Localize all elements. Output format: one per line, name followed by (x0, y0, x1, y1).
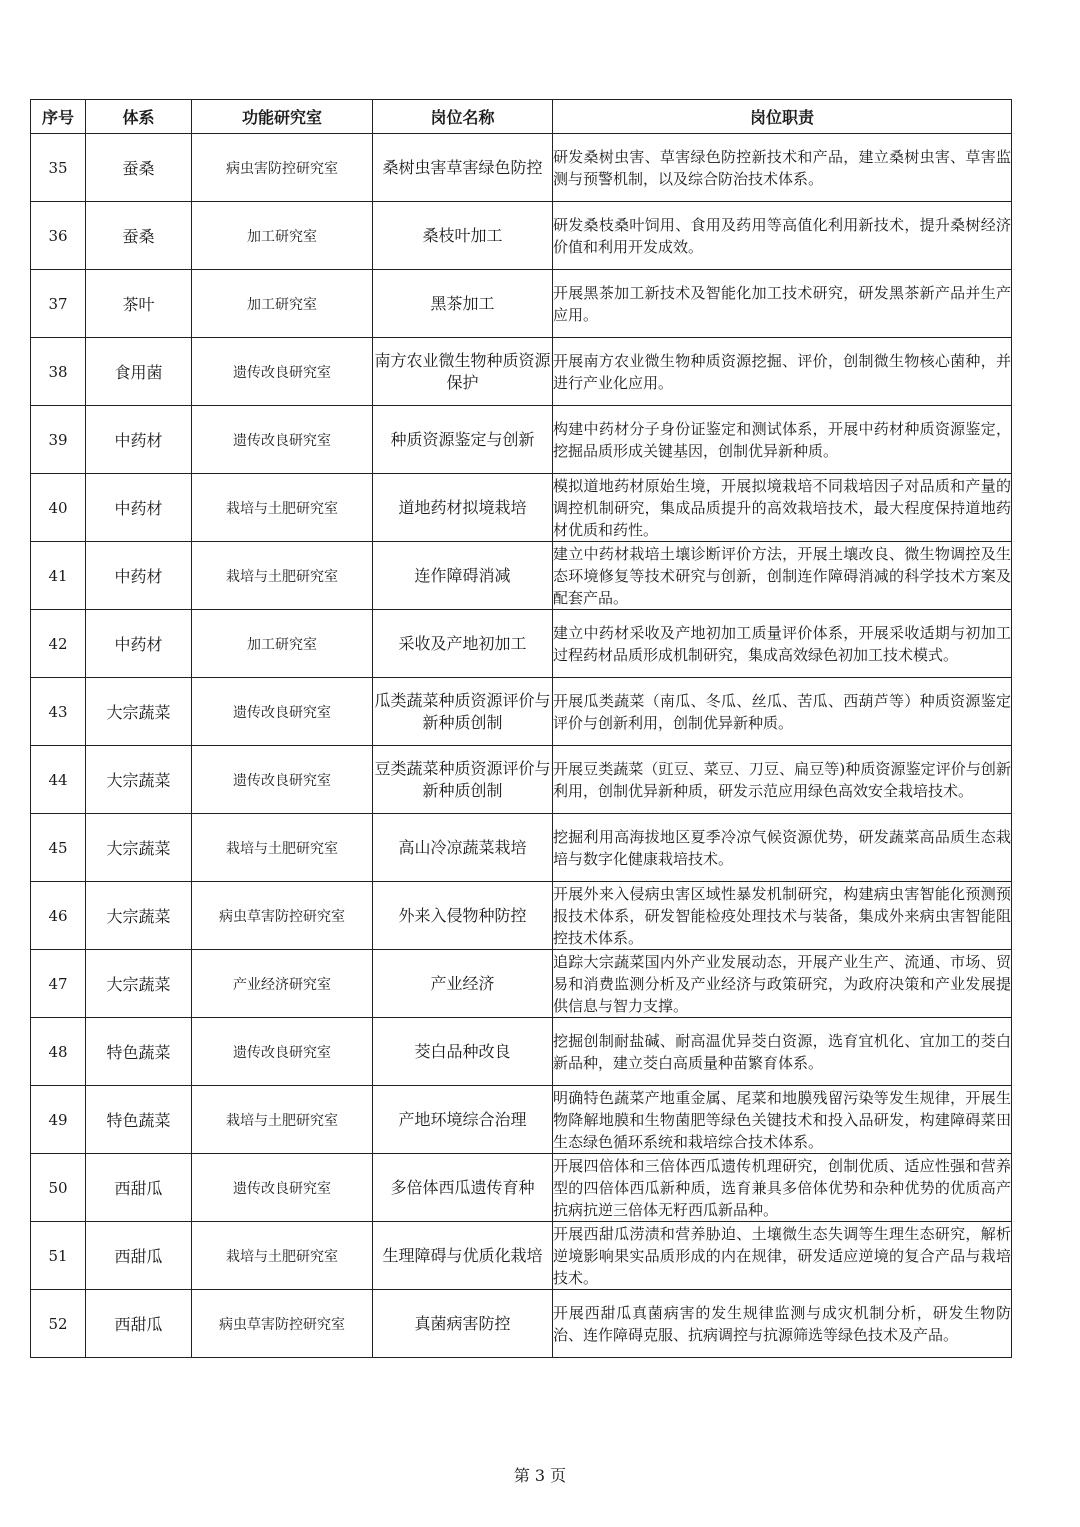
cell-system: 西甜瓜 (86, 1154, 192, 1222)
header-position: 岗位名称 (373, 100, 553, 134)
cell-system: 蚕桑 (86, 134, 192, 202)
cell-duty: 挖掘利用高海拔地区夏季冷凉气候资源优势，研发蔬菜高品质生态栽培与数字化健康栽培技术。 (553, 814, 1012, 882)
table-row (31, 134, 1012, 202)
cell-system: 中药材 (86, 542, 192, 610)
cell-no: 48 (31, 1018, 86, 1086)
cell-duty: 开展豆类蔬菜（豇豆、菜豆、刀豆、扁豆等)种质资源鉴定评价与创新利用，创制优异新种质，研发示范应用绿色高效安全栽培技术。 (553, 746, 1012, 814)
cell-duty: 研发桑树虫害、草害绿色防控新技术和产品，建立桑树虫害、草害监测与预警机制，以及综合防治技术体系。 (553, 134, 1012, 202)
page-number: 第 3 页 (513, 1466, 567, 1485)
cell-duty: 开展瓜类蔬菜（南瓜、冬瓜、丝瓜、苦瓜、西葫芦等）种质资源鉴定评价与创新利用，创制优异新种质。 (553, 678, 1012, 746)
table-row (31, 1290, 1012, 1358)
header-duty: 岗位职责 (553, 100, 1012, 134)
cell-position: 黑茶加工 (373, 270, 553, 338)
cell-no: 38 (31, 338, 86, 406)
cell-no: 35 (31, 134, 86, 202)
cell-system: 大宗蔬菜 (86, 950, 192, 1018)
position-table (30, 99, 1012, 1358)
cell-lab: 病虫害防控研究室 (192, 134, 373, 202)
cell-lab: 栽培与土肥研究室 (192, 1086, 373, 1154)
header-row (31, 100, 1012, 134)
cell-no: 46 (31, 882, 86, 950)
table-row (31, 1154, 1012, 1222)
cell-system: 西甜瓜 (86, 1222, 192, 1290)
cell-duty: 开展外来入侵病虫害区域性暴发机制研究，构建病虫害智能化预测预报技术体系，研发智能检疫处理技术与装备，集成外来病虫害智能阻控技术体系。 (553, 882, 1012, 950)
cell-duty: 模拟道地药材原始生境，开展拟境栽培不同栽培因子对品质和产量的调控机制研究，集成品质提升的高效栽培技术，最大程度保持道地药材优质和药性。 (553, 474, 1012, 542)
cell-position: 桑树虫害草害绿色防控 (373, 134, 553, 202)
table-row (31, 678, 1012, 746)
header-lab: 功能研究室 (192, 100, 373, 134)
cell-lab: 加工研究室 (192, 270, 373, 338)
cell-duty: 开展四倍体和三倍体西瓜遗传机理研究，创制优质、适应性强和营养型的四倍体西瓜新种质，选育兼具多倍体优势和杂种优势的优质高产抗病抗逆三倍体无籽西瓜新品种。 (553, 1154, 1012, 1222)
table-row (31, 406, 1012, 474)
cell-system: 中药材 (86, 474, 192, 542)
cell-lab: 病虫草害防控研究室 (192, 1290, 373, 1358)
table-row (31, 882, 1012, 950)
cell-system: 大宗蔬菜 (86, 746, 192, 814)
cell-position: 连作障碍消减 (373, 542, 553, 610)
cell-position: 茭白品种改良 (373, 1018, 553, 1086)
table-row (31, 1222, 1012, 1290)
cell-position: 道地药材拟境栽培 (373, 474, 553, 542)
cell-no: 44 (31, 746, 86, 814)
table-row (31, 542, 1012, 610)
table-row (31, 270, 1012, 338)
cell-position: 产地环境综合治理 (373, 1086, 553, 1154)
cell-no: 36 (31, 202, 86, 270)
cell-lab: 遗传改良研究室 (192, 1018, 373, 1086)
cell-position: 南方农业微生物种质资源保护 (373, 338, 553, 406)
cell-system: 特色蔬菜 (86, 1086, 192, 1154)
cell-position: 种质资源鉴定与创新 (373, 406, 553, 474)
cell-lab: 栽培与土肥研究室 (192, 814, 373, 882)
table-row (31, 338, 1012, 406)
cell-duty: 建立中药材栽培土壤诊断评价方法，开展土壤改良、微生物调控及生态环境修复等技术研究与创新，创制连作障碍消减的科学技术方案及配套产品。 (553, 542, 1012, 610)
cell-system: 大宗蔬菜 (86, 678, 192, 746)
cell-duty: 开展南方农业微生物种质资源挖掘、评价，创制微生物核心菌种，并进行产业化应用。 (553, 338, 1012, 406)
cell-lab: 栽培与土肥研究室 (192, 474, 373, 542)
cell-system: 食用菌 (86, 338, 192, 406)
cell-position: 豆类蔬菜种质资源评价与新种质创制 (373, 746, 553, 814)
table-row (31, 746, 1012, 814)
table-row (31, 814, 1012, 882)
cell-no: 45 (31, 814, 86, 882)
cell-no: 43 (31, 678, 86, 746)
cell-duty: 研发桑枝桑叶饲用、食用及药用等高值化利用新技术，提升桑树经济价值和利用开发成效。 (553, 202, 1012, 270)
cell-no: 51 (31, 1222, 86, 1290)
cell-system: 大宗蔬菜 (86, 882, 192, 950)
cell-no: 47 (31, 950, 86, 1018)
table-row (31, 1018, 1012, 1086)
cell-position: 采收及产地初加工 (373, 610, 553, 678)
cell-duty: 开展西甜瓜真菌病害的发生规律监测与成灾机制分析，研发生物防治、连作障碍克服、抗病调控与抗源筛选等绿色技术及产品。 (553, 1290, 1012, 1358)
header-no: 序号 (31, 100, 86, 134)
cell-no: 50 (31, 1154, 86, 1222)
cell-system: 特色蔬菜 (86, 1018, 192, 1086)
cell-system: 西甜瓜 (86, 1290, 192, 1358)
cell-duty: 开展黑茶加工新技术及智能化加工技术研究，研发黑茶新产品并生产应用。 (553, 270, 1012, 338)
cell-no: 40 (31, 474, 86, 542)
cell-system: 蚕桑 (86, 202, 192, 270)
cell-no: 52 (31, 1290, 86, 1358)
cell-position: 外来入侵物种防控 (373, 882, 553, 950)
cell-position: 桑枝叶加工 (373, 202, 553, 270)
cell-duty: 建立中药材采收及产地初加工质量评价体系，开展采收适期与初加工过程药材品质形成机制研究，集成高效绿色初加工技术模式。 (553, 610, 1012, 678)
cell-system: 大宗蔬菜 (86, 814, 192, 882)
header-system: 体系 (86, 100, 192, 134)
table-row (31, 950, 1012, 1018)
cell-no: 37 (31, 270, 86, 338)
cell-no: 41 (31, 542, 86, 610)
cell-duty: 开展西甜瓜涝渍和营养胁迫、土壤微生态失调等生理生态研究，解析逆境影响果实品质形成的内在规律，研发适应逆境的复合产品与栽培技术。 (553, 1222, 1012, 1290)
cell-duty: 明确特色蔬菜产地重金属、尾菜和地膜残留污染等发生规律，开展生物降解地膜和生物菌肥等绿色关键技术和投入品研发，构建障碍菜田生态绿色循环系统和栽培综合技术体系。 (553, 1086, 1012, 1154)
cell-position: 生理障碍与优质化栽培 (373, 1222, 553, 1290)
cell-position: 瓜类蔬菜种质资源评价与新种质创制 (373, 678, 553, 746)
table-row (31, 610, 1012, 678)
cell-lab: 栽培与土肥研究室 (192, 1222, 373, 1290)
cell-duty: 挖掘创制耐盐碱、耐高温优异茭白资源，选育宜机化、宜加工的茭白新品种，建立茭白高质量种苗繁育体系。 (553, 1018, 1012, 1086)
cell-lab: 遗传改良研究室 (192, 746, 373, 814)
cell-system: 中药材 (86, 406, 192, 474)
cell-no: 49 (31, 1086, 86, 1154)
cell-system: 中药材 (86, 610, 192, 678)
cell-lab: 病虫草害防控研究室 (192, 882, 373, 950)
cell-no: 42 (31, 610, 86, 678)
cell-lab: 遗传改良研究室 (192, 1154, 373, 1222)
cell-position: 真菌病害防控 (373, 1290, 553, 1358)
cell-lab: 遗传改良研究室 (192, 406, 373, 474)
cell-lab: 产业经济研究室 (192, 950, 373, 1018)
cell-lab: 遗传改良研究室 (192, 678, 373, 746)
table-row (31, 202, 1012, 270)
cell-lab: 加工研究室 (192, 202, 373, 270)
table-row (31, 1086, 1012, 1154)
cell-duty: 追踪大宗蔬菜国内外产业发展动态，开展产业生产、流通、市场、贸易和消费监测分析及产业经济与政策研究，为政府决策和产业发展提供信息与智力支撑。 (553, 950, 1012, 1018)
cell-system: 茶叶 (86, 270, 192, 338)
cell-position: 高山冷凉蔬菜栽培 (373, 814, 553, 882)
cell-lab: 加工研究室 (192, 610, 373, 678)
cell-lab: 遗传改良研究室 (192, 338, 373, 406)
cell-position: 多倍体西瓜遗传育种 (373, 1154, 553, 1222)
cell-no: 39 (31, 406, 86, 474)
cell-duty: 构建中药材分子身份证鉴定和测试体系，开展中药材种质资源鉴定，挖掘品质形成关键基因，创制优异新种质。 (553, 406, 1012, 474)
cell-lab: 栽培与土肥研究室 (192, 542, 373, 610)
cell-position: 产业经济 (373, 950, 553, 1018)
table-row (31, 474, 1012, 542)
